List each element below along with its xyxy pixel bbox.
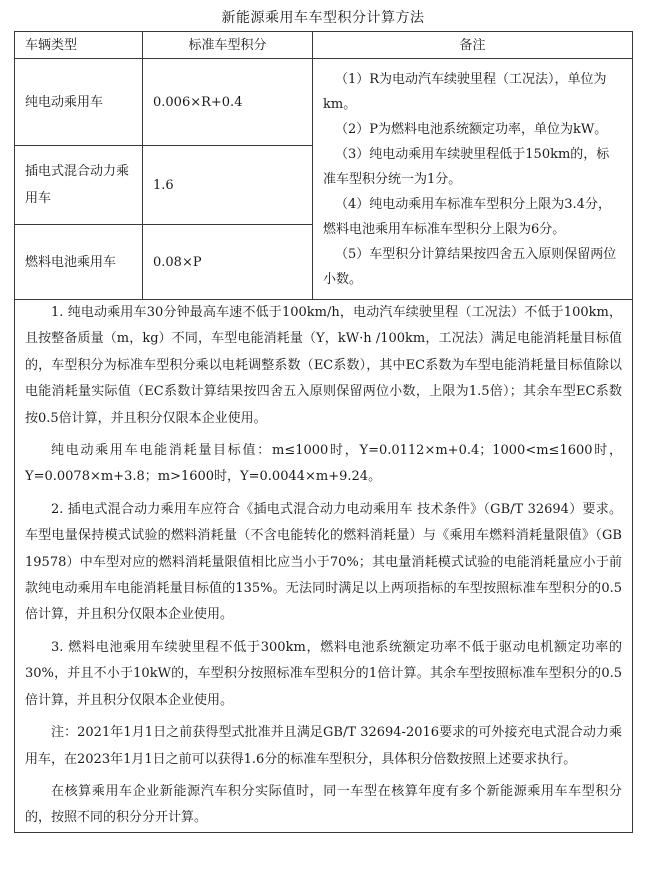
table-row-bev <box>15 59 633 146</box>
table-header-row <box>15 32 633 59</box>
note-paragraph: 3. 燃料电池乘用车续驶里程不低于300km，燃料电池系统额定功率不低于驱动电机额定功率的30%，并且不小于10kW的，车型积分按照标准车型积分的1倍计算。其余车型按照标准车型积分的0.5倍计算，并且积分仅限本企业使用。 <box>25 639 622 708</box>
remarks-cell <box>313 59 633 300</box>
scoring-table <box>14 31 633 833</box>
remark-item: （5）车型积分计算结果按四舍五入原则保留两位小数。 <box>323 246 617 287</box>
note-paragraph: 在核算乘用车企业新能源汽车积分实际值时，同一车型在核算年度有多个新能源乘用车车型积分的，按照不同的积分分开计算。 <box>25 783 622 826</box>
header-vehicle-type: 车辆类型 <box>15 32 143 59</box>
standard-score-cell: 0.08×P <box>143 225 313 300</box>
standard-score-cell: 0.006×R+0.4 <box>143 59 313 146</box>
vehicle-type-cell: 纯电动乘用车 <box>15 59 143 146</box>
notes-row <box>15 300 633 833</box>
remark-item: （1）R为电动汽车续驶里程（工况法），单位为km。 <box>323 71 607 112</box>
header-standard-score: 标准车型积分 <box>143 32 313 59</box>
note-paragraph: 纯电动乘用车电能消耗量目标值：m≤1000时，Y=0.0112×m+0.4；1000<m≤1600时，Y=0.0078×m+3.8；m>1600时，Y=0.0044×m+9.24。 <box>25 443 622 485</box>
standard-score-cell: 1.6 <box>143 146 313 225</box>
notes-cell <box>15 300 633 833</box>
remark-item: （3）纯电动乘用车续驶里程低于150km的，标准车型积分统一为1分。 <box>323 146 610 187</box>
document-title: 新能源乘用车车型积分计算方法 <box>221 10 425 26</box>
note-paragraph: 1. 纯电动乘用车30分钟最高车速不低于100km/h，电动汽车续驶里程（工况法）不低于100km，且按整备质量（m，kg）不同，车型电能消耗量（Y，kW·h /100km，工况法）满足电能消耗量目标值的，车型积分为标准车型积分乘以电耗调整系数（EC系数），其中EC系数为车型电能消耗量目标值除以电能消耗量实际值（EC系数计算结果按四舍五入原则保留两位小数，上限为1.5倍）；其余车型EC系数按0.5倍计算，并且积分仅限本企业使用。 <box>25 305 622 426</box>
note-paragraph: 2. 插电式混合动力乘用车应符合《插电式混合动力电动乘用车 技术条件》（GB/T 32694）要求。车型电量保持模式试验的燃料消耗量（不含电能转化的燃料消耗量）与《乘用车燃料消耗量限值》（GB 19578）中车型对应的燃料消耗量限值相比应当小于70%；其电量消耗模式试验的电能消耗量应小于前款纯电动乘用车电能消耗量目标值的135%。无法同时满足以上两项指标的车型按照标准车型积分的0.5倍计算，并且积分仅限本企业使用。 <box>25 501 622 623</box>
vehicle-type-cell: 插电式混合动力乘用车 <box>15 146 143 225</box>
remark-item: （4）纯电动乘用车标准车型积分上限为3.4分，燃料电池乘用车标准车型积分上限为6分。 <box>323 196 611 237</box>
vehicle-type-cell: 燃料电池乘用车 <box>15 225 143 300</box>
note-paragraph: 注：2021年1月1日之前获得型式批准并且满足GB/T 32694-2016要求的可外接充电式混合动力乘用车，在2023年1月1日之前可以获得1.6分的标准车型积分，具体积分倍数按照上述要求执行。 <box>25 725 622 767</box>
header-remarks: 备注 <box>313 32 633 59</box>
remark-item: （2）P为燃料电池系统额定功率，单位为kW。 <box>335 121 608 137</box>
